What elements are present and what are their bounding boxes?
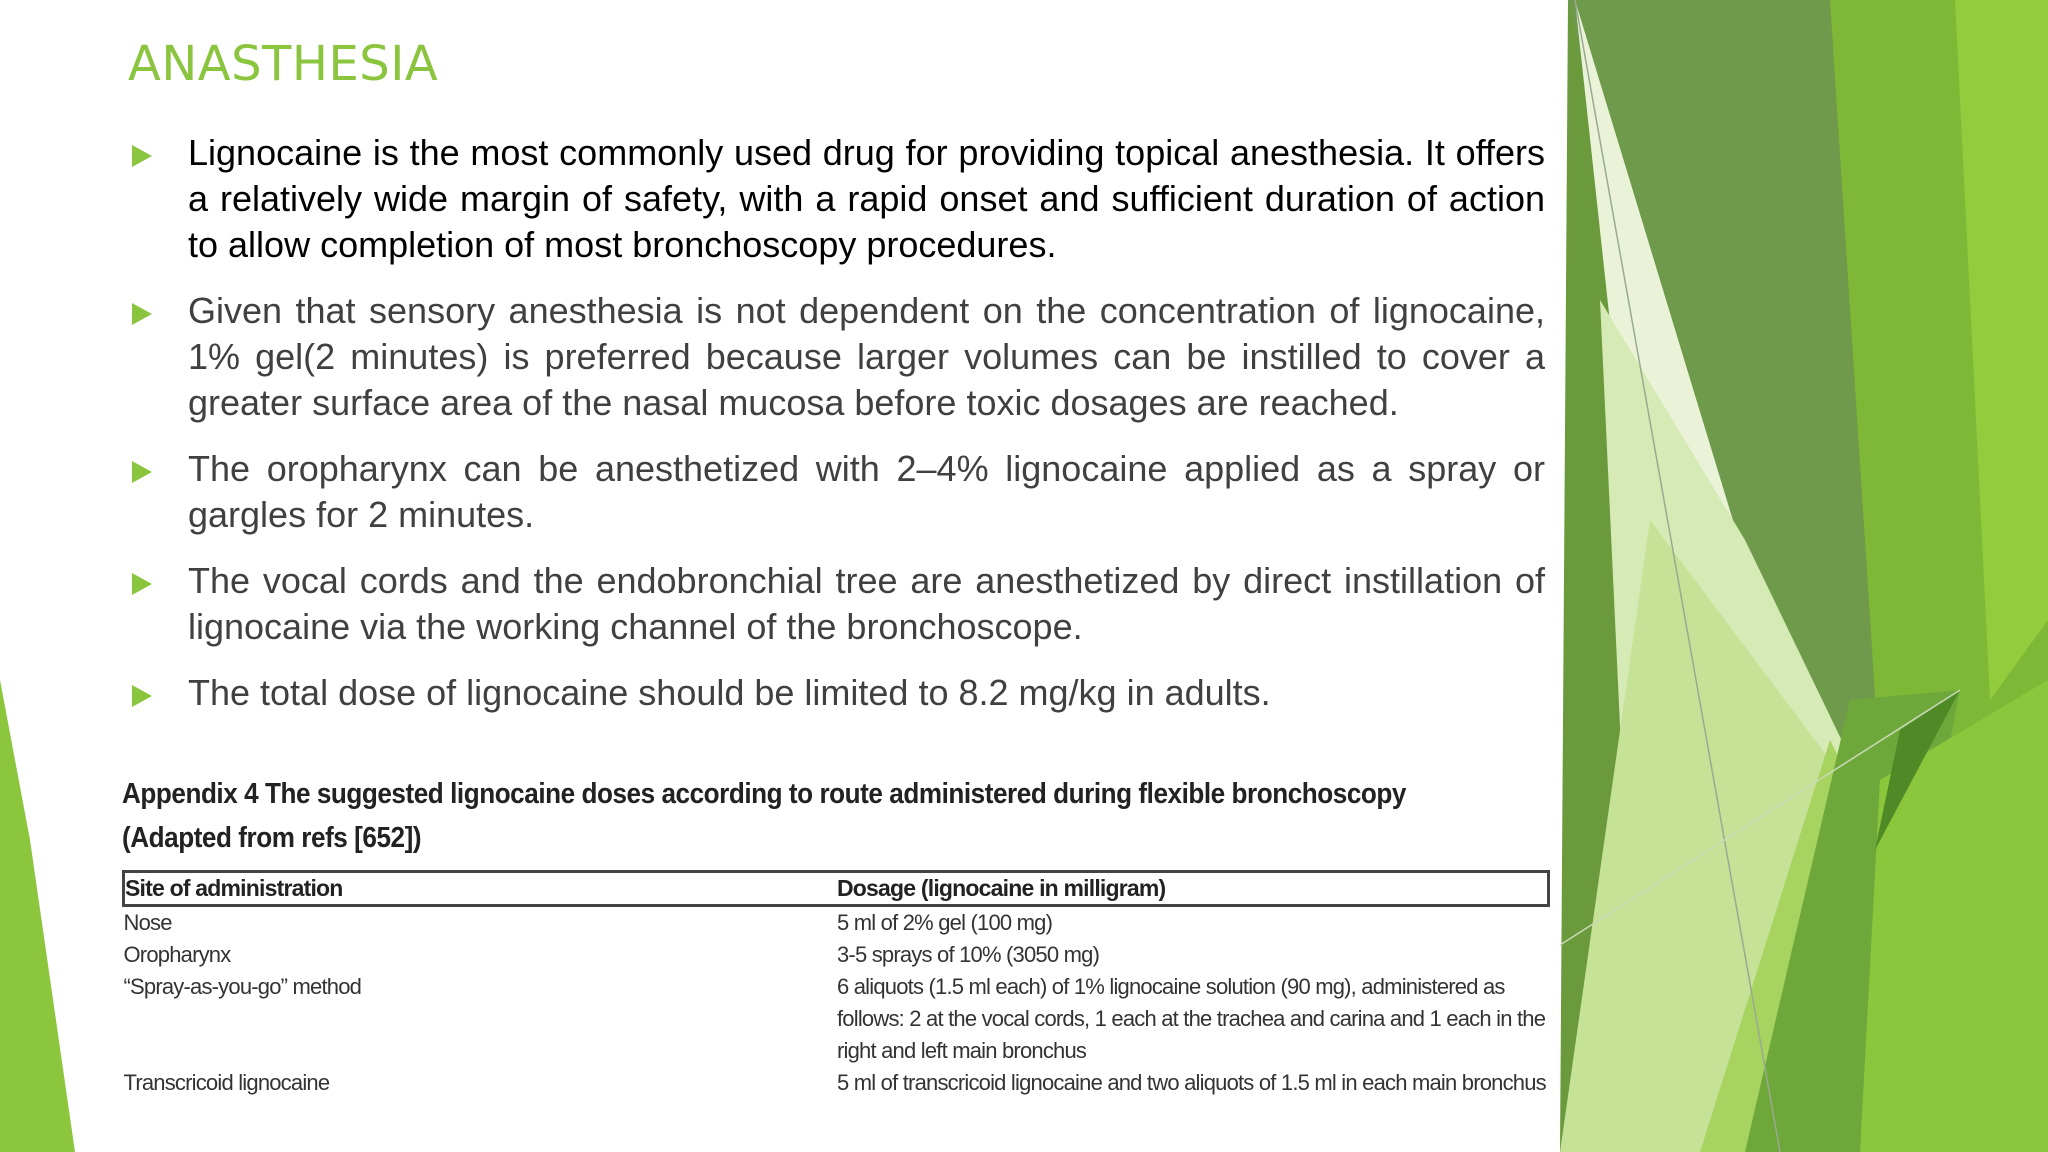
bullet-text: Given that sensory anesthesia is not dependent on the concentration of lignocaine, 1% gel(2 minutes) is preferred because larger volumes can be instilled to cover a greater surface area of the nasal mucosa before toxic dosages are reached. <box>188 290 1545 423</box>
table-header-row <box>124 872 1549 906</box>
table-cell-site: Transcricoid lignocaine <box>123 1070 330 1095</box>
triangle-bullet-icon <box>132 573 152 595</box>
bullet-item <box>130 288 1545 426</box>
bullet-item <box>130 130 1545 268</box>
bullet-list <box>130 130 1545 736</box>
table-row <box>124 1067 1549 1099</box>
dose-table-image <box>122 772 1554 1099</box>
bullet-item <box>130 670 1545 716</box>
triangle-bullet-icon <box>132 685 152 707</box>
triangle-bullet-icon <box>132 145 152 167</box>
table-cell-dosage: 5 ml of 2% gel (100 mg) <box>837 910 1053 935</box>
table-cell-dosage: 5 ml of transcricoid lignocaine and two aliquots of 1.5 ml in each main bronchus <box>837 1070 1546 1095</box>
table-cell-dosage: 6 aliquots (1.5 ml each) of 1% lignocaine solution (90 mg), administered as follows: 2 at the vocal cords, 1 each at the trachea and carina and 1 each in the right and left main bronchus <box>837 974 1546 1063</box>
bullet-item <box>130 558 1545 650</box>
table-cell-site: Oropharynx <box>123 942 231 967</box>
bullet-text: Lignocaine is the most commonly used drug for providing topical anesthesia. It offers a relatively wide margin of safety, with a rapid onset and sufficient duration of action to allow completion of most bronchoscopy procedures. <box>188 132 1545 265</box>
table-cell-dosage: 3-5 sprays of 10% (3050 mg) <box>837 942 1100 967</box>
bullet-text: The vocal cords and the endobronchial tree are anesthetized by direct instillation of lignocaine via the working channel of the bronchoscope. <box>188 560 1545 647</box>
bullet-text: The total dose of lignocaine should be limited to 8.2 mg/kg in adults. <box>188 672 1271 713</box>
table-caption: Appendix 4 The suggested lignocaine doses according to route administered during flexible bronchoscopy (Adapted from refs [652]) <box>122 778 1406 854</box>
column-header-site: Site of administration <box>124 872 838 906</box>
column-header-dosage: Dosage (lignocaine in milligram) <box>837 872 1549 906</box>
triangle-bullet-icon <box>132 461 152 483</box>
table-cell-site: Nose <box>123 910 172 935</box>
bullet-text: The oropharynx can be anesthetized with 2–4% lignocaine applied as a spray or gargles for 2 minutes. <box>188 448 1545 535</box>
table-cell-site: “Spray-as-you-go” method <box>123 974 362 999</box>
table-row <box>124 971 1549 1067</box>
triangle-bullet-icon <box>132 303 152 325</box>
table-row <box>124 906 1549 940</box>
slide-title: ANASTHESIA <box>128 36 439 92</box>
bullet-item <box>130 446 1545 538</box>
dose-table <box>122 870 1550 1099</box>
table-row <box>124 939 1549 971</box>
